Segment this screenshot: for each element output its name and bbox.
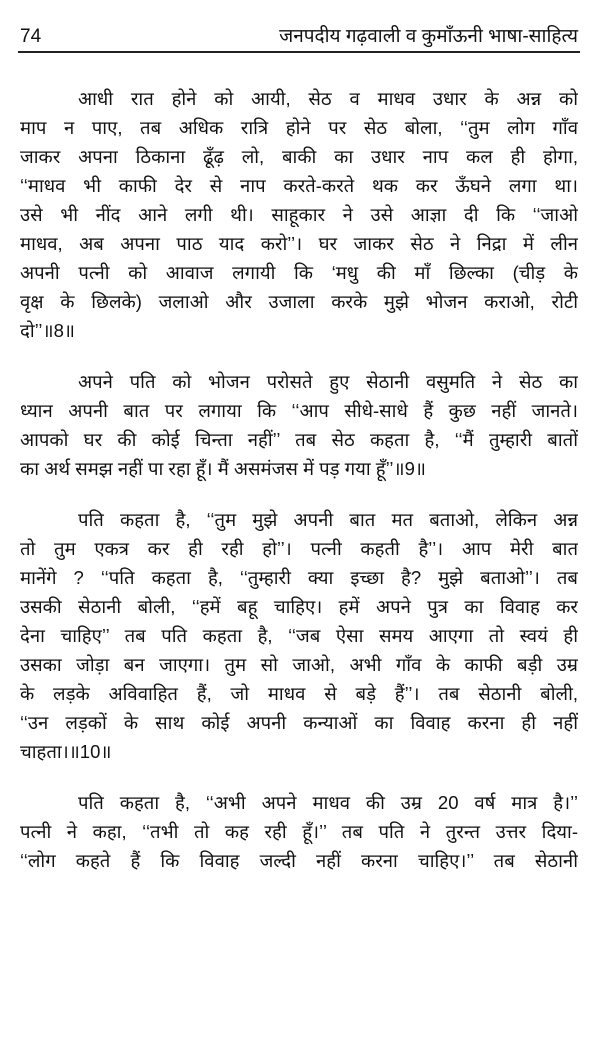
text-line: अपनी पत्नी को आवाज लगायी कि ‘मधु की माँ छिल्का (चीड़ के xyxy=(20,262,578,283)
text-line: उसकी सेठानी बोली, ‘‘हमें बहू चाहिए। हमें अपने पुत्र का विवाह कर xyxy=(20,596,578,617)
text-line: ‘‘उन लड़कों के साथ कोई अपनी कन्याओं का विवाह करना ही नहीं xyxy=(20,712,578,733)
page-body xyxy=(20,84,578,897)
text-line: आपको घर की कोई चिन्ता नहीं’’ तब सेठ कहता है, ‘‘मैं तुम्हारी बातों xyxy=(20,429,578,450)
running-title: जनपदीय गढ़वाली व कुमाँऊनी भाषा-साहित्य xyxy=(279,26,578,47)
text-line: के लड़के अविवाहित हैं, जो माधव से बड़े हैं’’। तब सेठानी बोली, xyxy=(20,683,578,704)
text-line: देना चाहिए’’ तब पति कहता है, ‘‘जब ऐसा समय आएगा तो स्वयं ही xyxy=(20,625,578,646)
text-line: पति कहता है, ‘‘तुम मुझे अपनी बात मत बताओ, लेकिन अन्न xyxy=(78,509,578,530)
text-line: ‘‘माधव भी काफी देर से नाप करते-करते थक कर ऊँघने लगा था। xyxy=(20,175,578,196)
page-number: 74 xyxy=(20,26,42,47)
text-line: चाहता।॥10॥ xyxy=(20,741,112,762)
paragraph xyxy=(20,367,578,483)
text-line: ध्यान अपनी बात पर लगाया कि ‘‘आप सीधे-साधे हैं कुछ नहीं जानते। xyxy=(20,400,578,421)
text-line: तो तुम एकत्र कर ही रही हो’’। पत्नी कहती है’’। आप मेरी बात xyxy=(20,538,578,559)
text-line: आधी रात होने को आयी, सेठ व माधव उधार के अन्न को xyxy=(78,88,578,109)
text-line: ‘‘लोग कहते हैं कि विवाह जल्दी नहीं करना चाहिए।’’ तब सेठानी xyxy=(20,850,578,871)
text-line: पत्नी ने कहा, ‘‘तभी तो कह रही हूँ।’’ तब पति ने तुरन्त उत्तर दिया- xyxy=(20,821,578,842)
paragraph xyxy=(20,505,578,766)
text-line: का अर्थ समझ नहीं पा रहा हूँ। मैं असमंजस में पड़ गया हूँ’’॥9॥ xyxy=(20,458,426,479)
text-line: माप न पाए, तब अधिक रात्रि होने पर सेठ बोला, ‘‘तुम लोग गाँव xyxy=(20,117,578,138)
text-line: उसका जोड़ा बन जाएगा। तुम सो जाओ, अभी गाँव के काफी बड़ी उम्र xyxy=(20,654,578,675)
text-line: पति कहता है, ‘‘अभी अपने माधव की उम्र 20 वर्ष मात्र है।’’ xyxy=(78,792,578,813)
paragraph xyxy=(20,84,578,345)
running-header xyxy=(20,18,578,48)
text-line: जाकर अपना ठिकाना ढूँढ़ लो, बाकी का उधार नाप कल ही होगा, xyxy=(20,146,578,167)
text-line: अपने पति को भोजन परोसते हुए सेठानी वसुमति ने सेठ का xyxy=(78,371,578,392)
text-line: वृक्ष के छिलके) जलाओ और उजाला करके मुझे भोजन कराओ, रोटी xyxy=(20,291,578,312)
text-line: दो’’॥8॥ xyxy=(20,320,75,341)
text-line: उसे भी नींद आने लगी थी। साहूकार ने उसे आज्ञा दी कि ‘‘जाओ xyxy=(20,204,578,225)
paragraph xyxy=(20,788,578,875)
header-rule xyxy=(18,51,580,53)
text-line: मानेंगे ? ‘‘पति कहता है, ‘‘तुम्हारी क्या इच्छा है? मुझे बताओ’’। तब xyxy=(20,567,578,588)
text-line: माधव, अब अपना पाठ याद करो’’। घर जाकर सेठ ने निद्रा में लीन xyxy=(20,233,578,254)
